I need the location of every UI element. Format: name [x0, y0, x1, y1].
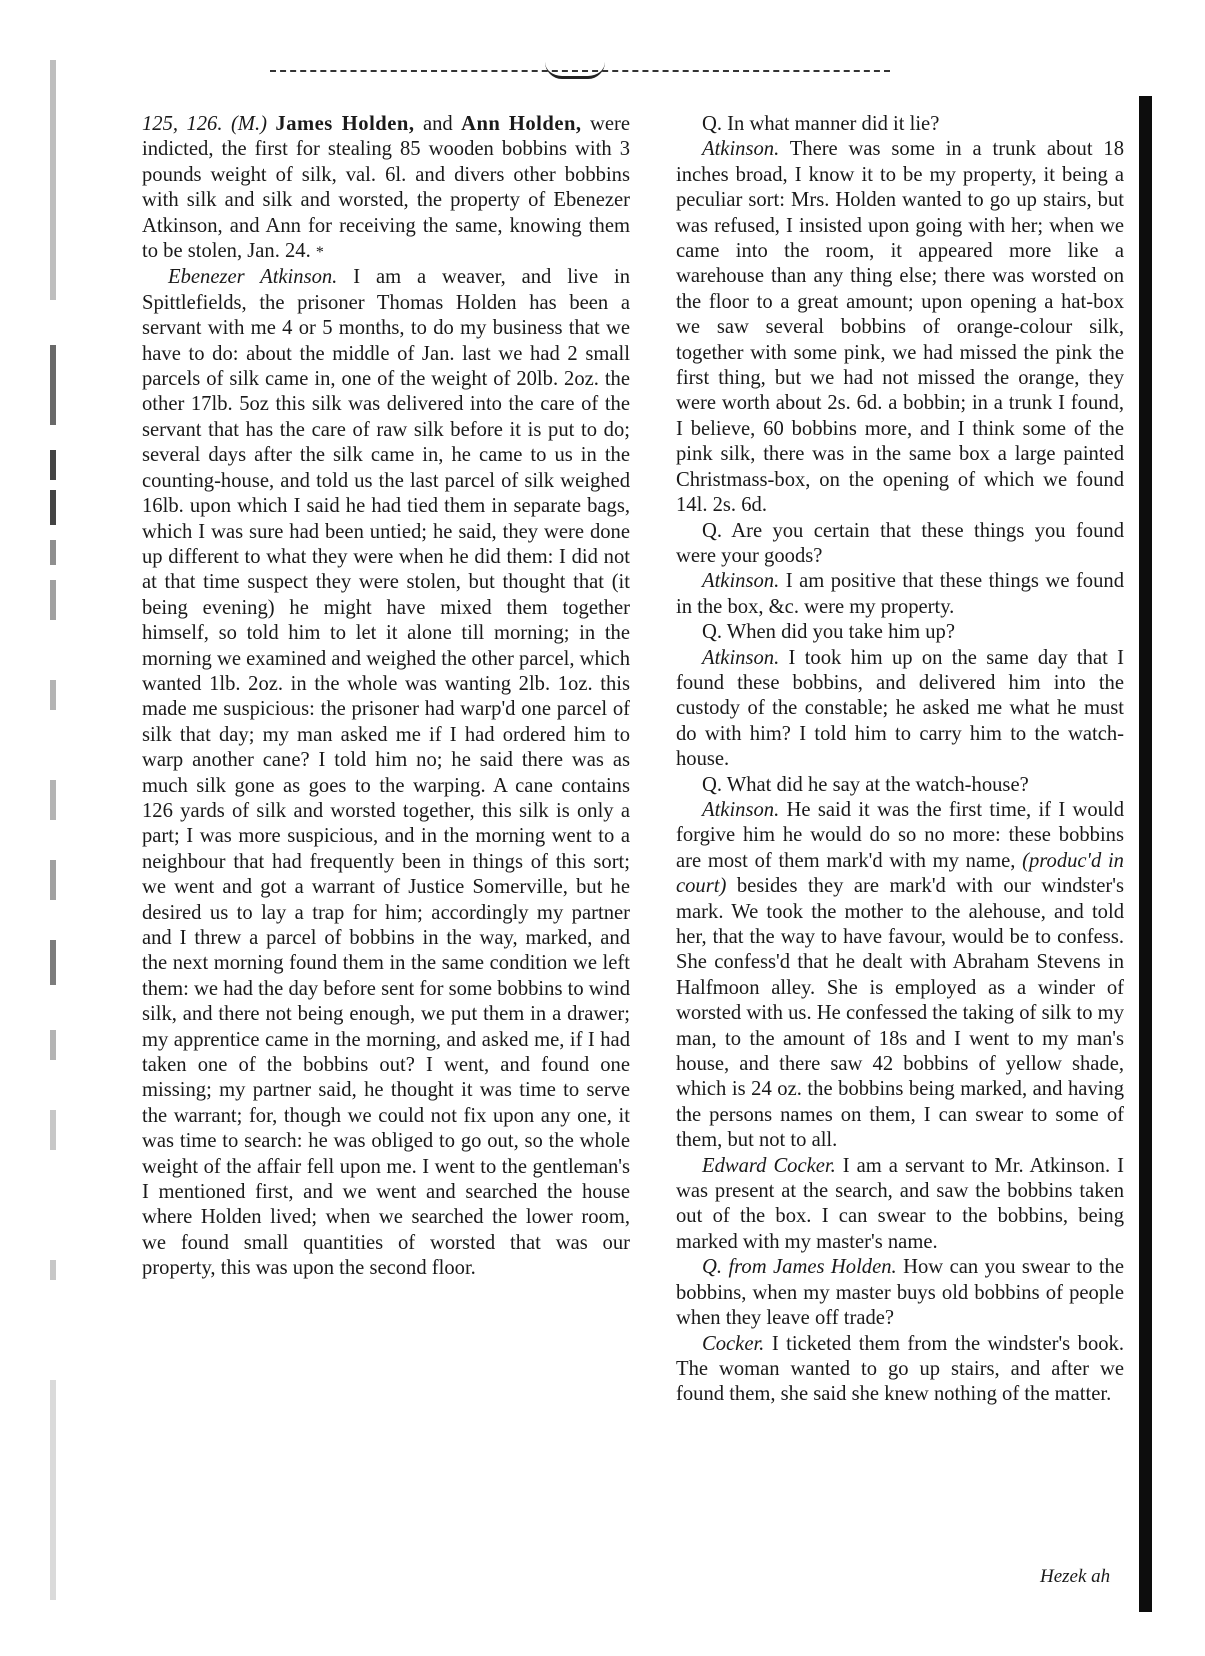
speaker-name: Atkinson.	[702, 570, 780, 593]
inline-note: (produc'd in court)	[676, 849, 1124, 898]
question-paragraph	[676, 112, 1124, 137]
question-text: Q. What did he say at the watch-house?	[702, 773, 1029, 796]
edge-mark	[50, 1110, 56, 1150]
case-reference-number: 125, 126.	[142, 113, 223, 135]
edge-mark	[50, 680, 56, 710]
left-column	[142, 112, 630, 1282]
speaker-name: Ebenezer Atkinson.	[168, 266, 338, 289]
edge-mark	[50, 1380, 56, 1600]
speaker-name: Atkinson.	[702, 646, 780, 669]
edge-mark	[50, 780, 56, 820]
testimony-text: I am a weaver, and live in Spittlefields, the prisoner Thomas Holden has been a servant with me 4 or 5 months, to do my business that we have to do: about the middle of Jan. last we had 2 small parcels of silk came in, one of the weight of 20lb. 2oz. the other 17lb. 5oz this silk was delivered into the care of the servant that has the care of raw silk before it is put to do; several days after the silk came in, he came to us in the counting-house, and told us the last parcel of silk weighed 16lb. upon which I said he had tied them in separate bags, which I was sure had been untied; he said, they were done up different to what they were when he did them: I did not at that time suspect they were stolen, but thought that (it being evening) he might have mixed them together himself, so told him to let it alone till morning; in the morning we examined and weighed the other parcel, which wanted 1lb. 2oz. in the whole was wanting 2lb. 1oz. this made me suspicious: the prisoner had warp'd one parcel of silk that day; my man asked me if I had ordered him to warp another cane? I told him no; he said there was as much silk gone as goes to the warping. A cane contains 126 yards of silk and worsted together, this silk is only a part; I was more suspicious, and in the morning went to a neighbour that had frequently been in things of this sort; we went and got a warrant of Justice Somerville, but he desired us to lay a trap for him; accordingly my partner and I threw a parcel of bobbins in the way, marked, and the next morning found them in the same condition we left them: we had the day before sent for some bobbins to wind silk, and there not being enough, we put them in a drawer; my apprentice came in the morning, and asked me, if I had taken one of the bobbins out? I went, and found one missing; my partner said, he thought it was time to serve the warrant; for, though we could not fix upon any one, it was time to search: he was obliged to go out, so the whole weight of the affair fell upon me. I went to the gentleman's I mentioned first, and we went and searched the house where Holden lived; when we searched the lower room, we found small quantities of worsted that was our property, this was upon the second floor.	[142, 266, 630, 1280]
answer-text: I ticketed them from the windster's book. The woman wanted to go up stairs, and after we found them, she said she knew nothing of the matter.	[676, 1332, 1124, 1406]
answer-text: I am positive that these things we found in the box, &c. were my property.	[676, 570, 1124, 618]
answer-text: There was some in a trunk about 18 inches broad, I know it to be my property, it being a peculiar sort: Mrs. Holden wanted to go up stairs, but was refused, I insisted upon going with her; when we came into the room, it appeared more like a warehouse than any thing else; there was worsted on the floor to a great amount; upon opening a hat-box we saw several bobbins of orange-colour silk, together with some pink, we had missed the pink the first thing, but we had not missed the orange, they were worth about 2s. 6d. a bobbin; in a trunk I found, I believe, 60 bobbins more, and I think some of the pink silk, there was in the same box a large painted Christmass-box, on the opening of which we found 14l. 2s. 6d.	[676, 138, 1124, 517]
edge-mark	[50, 580, 56, 620]
answer-text: besides they are mark'd with our windster's mark. We took the mother to the alehouse, and told her, that the way to have favour, would be to confess. She confess'd that he dealt with Abraham Stevens in Halfmoon alley. She is employed as a winder of worsted with us. He confessed the taking of silk to my man, to the amount of 18s and I went to my man's house, and there saw 42 bobbins of yellow shade, which is 24 oz. the bobbins being marked, and having the persons names on them, I can swear to some of them, but not to all.	[676, 875, 1124, 1152]
testimony-paragraph	[676, 1154, 1124, 1256]
binding-edge	[40, 60, 74, 1620]
answer-text: I took him up on the same day that I found these bobbins, and delivered him into the custody of the constable; he asked me what he must do with him? I told him to carry him to the watch-house.	[676, 646, 1124, 771]
catchword: Hezek ah	[1040, 1566, 1111, 1587]
page-edge-shadow	[1139, 96, 1152, 1612]
edge-mark	[50, 940, 56, 985]
answer-paragraph	[676, 646, 1124, 773]
edge-mark	[50, 860, 56, 900]
question-paragraph	[676, 773, 1124, 798]
speaker-name: Cocker.	[702, 1332, 765, 1355]
speaker-name: Atkinson.	[702, 138, 780, 161]
defendant-name: Ann	[461, 113, 501, 135]
answer-paragraph	[676, 1332, 1124, 1408]
edge-mark	[50, 345, 56, 425]
indictment-paragraph	[142, 112, 630, 265]
question-text: Q. When did you take him up?	[702, 621, 955, 644]
indictment-text: were indicted, the first for stealing 85 wooden bobbins with 3 pounds weight of silk, val. 6l. and divers other bobbins with silk and silk and worsted, the property of Ebenezer Atkinson, and Ann for receiving the same, knowing them to be stolen, Jan. 24.	[142, 113, 631, 263]
speaker-name: Atkinson.	[702, 798, 780, 821]
case-reference-code: (M.)	[230, 113, 267, 135]
defendant-name: Holden,	[508, 113, 582, 135]
answer-paragraph	[676, 569, 1124, 620]
testimony-paragraph	[142, 265, 630, 1281]
edge-mark	[50, 1260, 56, 1280]
question-paragraph	[676, 519, 1124, 570]
question-text: Q. In what manner did it lie?	[702, 113, 940, 135]
question-paragraph	[676, 620, 1124, 645]
right-column	[676, 112, 1124, 1408]
speaker-name: Edward Cocker.	[702, 1154, 836, 1177]
question-lead: Q. from James Holden.	[702, 1256, 897, 1279]
answer-paragraph	[676, 798, 1124, 1154]
question-text: Q. Are you certain that these things you found were your goods?	[676, 519, 1124, 567]
header-ornament	[545, 62, 605, 79]
question-text: How can you swear to the bobbins, when my master buys old bobbins of people when they leave off trade?	[676, 1256, 1124, 1330]
question-paragraph	[676, 1255, 1124, 1331]
edge-mark	[50, 450, 56, 480]
asterisk-mark: *	[315, 244, 324, 262]
edge-mark	[50, 60, 56, 300]
edge-mark	[50, 490, 56, 525]
edge-mark	[50, 540, 56, 565]
answer-paragraph	[676, 137, 1124, 518]
testimony-text: I am a servant to Mr. Atkinson. I was present at the search, and saw the bobbins taken out of the box. I can swear to the bobbins, being marked with my master's name.	[676, 1154, 1124, 1253]
answer-text: He said it was the first time, if I would forgive him he would do so no more: these bobbins are most of them mark'd with my name,	[676, 798, 1124, 872]
defendant-name: James Holden,	[275, 113, 415, 135]
edge-mark	[50, 1030, 56, 1060]
conjunction: and	[422, 113, 453, 135]
